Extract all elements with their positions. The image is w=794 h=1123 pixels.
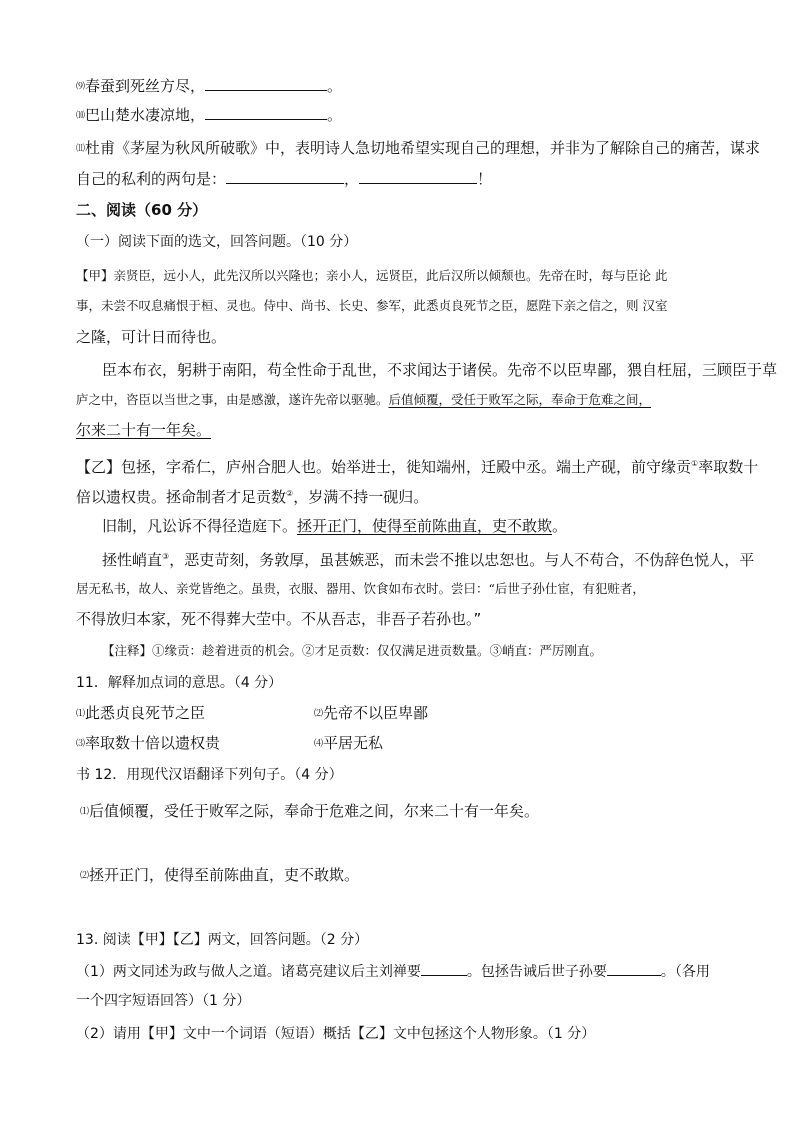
item-number: ⑵ xyxy=(314,709,324,719)
sentence: 拯性峭直 xyxy=(102,551,163,569)
yi-paragraph3-line2: 居无私书，故人、亲党皆绝之。虽贵，衣服、器用、饮食如布衣时。尝曰：“后世子孙仕宦，有犯赃者， xyxy=(76,581,645,596)
underlined-sentence: 拯开正门，使得至前陈曲直，吏不敢欺 xyxy=(297,517,553,535)
sentence: ，岁满不持一砚归。 xyxy=(293,488,429,506)
sentence: 庐之中，咨臣以当世之事，由是感激，遂许先帝以驱驰。 xyxy=(76,392,389,407)
answer-blank[interactable] xyxy=(421,961,467,976)
sentence: 倍以遗权贵。拯命制者才足贡数 xyxy=(76,488,287,506)
answer-blank[interactable] xyxy=(607,961,661,976)
q12-title: 书 12．用现代汉语翻译下列句子。（4 分） xyxy=(76,767,343,783)
jia-paragraph2-line1: 臣本布衣，躬耕于南阳，苟全性命于乱世，不求闻达于诸侯。先帝不以臣卑鄙，猥自枉屈，三顾臣于草 xyxy=(102,361,778,379)
question-number: ⑼ xyxy=(76,82,86,92)
q12-sentence-2 xyxy=(80,865,359,886)
footnote-marker: ② xyxy=(286,489,294,498)
item-text: 平居无私 xyxy=(323,734,384,752)
jia-paragraph1-line2: 事，未尝不叹息痛恨于桓、灵也。侍中、尚书、长史、参军，此悉贞良死节之臣，愿陛下亲之信之，则 汉室 xyxy=(76,298,668,313)
item-text: 拯开正门，使得至前陈曲直，吏不敢欺。 xyxy=(89,866,360,884)
item-text: 先帝不以臣卑鄙 xyxy=(323,704,429,722)
jia-paragraph2-line3: 尔来二十有一年矣。 xyxy=(76,421,212,439)
punctuation: 。 xyxy=(327,106,343,124)
answer-blank[interactable] xyxy=(205,105,327,120)
jia-paragraph1-line1: 【甲】亲贤臣，远小人，此先汉所以兴隆也；亲小人，远贤臣，此后汉所以倾颓也。先帝在时，每与臣论 此 xyxy=(76,268,668,283)
yi-paragraph3-line3: 不得放归本家，死不得葬大茔中。不从吾志，非吾子若孙也。” xyxy=(76,610,482,628)
item-number: ⑴ xyxy=(76,709,86,719)
yi-paragraph1-line2 xyxy=(76,484,428,507)
yi-paragraph3-line1 xyxy=(102,547,754,570)
yi-paragraph2 xyxy=(102,516,567,536)
q11-item-3 xyxy=(76,733,220,754)
item-text: 后值倾覆，受任于败军之际，奉命于危难之间，尔来二十有一年矣。 xyxy=(89,802,540,820)
q11-item-4 xyxy=(314,733,383,754)
item-number: ⑷ xyxy=(314,739,324,749)
question-text: 。包拯告诫后世子孙要 xyxy=(466,964,607,980)
question-text: 春蚕到死丝方尽， xyxy=(85,77,206,95)
item-number: ⑶ xyxy=(76,739,86,749)
question-number: ⑾ xyxy=(76,144,86,154)
punctuation: 。 xyxy=(552,517,568,535)
footnote-marker: ① xyxy=(691,459,699,468)
q11-item-2 xyxy=(314,703,428,724)
answer-blank[interactable] xyxy=(359,169,477,184)
section-title: 二、阅读（60 分） xyxy=(76,201,208,219)
item-text: 率取数十倍以遗权贵 xyxy=(85,734,221,752)
yi-paragraph1-line1 xyxy=(76,454,758,477)
question-11-poem-line1 xyxy=(76,138,760,159)
item-text: 此悉贞良死节之臣 xyxy=(85,704,206,722)
sentence: ，恶吏苛刻，务敦厚，虽甚嫉恶，而未尝不推以忠恕也。与人不苟合，不伪辞色悦人，平 xyxy=(169,551,755,569)
sentence: 旧制，凡讼诉不得径造庭下。 xyxy=(102,517,298,535)
jia-paragraph2-line2 xyxy=(76,390,651,410)
part1-heading: （一）阅读下面的选文，回答问题。（10 分） xyxy=(76,234,358,250)
item-number: ⑴ xyxy=(80,807,90,817)
punctuation: ， xyxy=(344,170,360,188)
question-9 xyxy=(76,76,342,97)
q12-sentence-1 xyxy=(80,801,539,822)
footnote-marker: ③ xyxy=(162,552,170,561)
punctuation: 。 xyxy=(327,77,343,95)
question-text: 自己的私利的两句是： xyxy=(76,170,227,188)
q13-part2: （2）请用【甲】文中一个词语（短语）概括【乙】文中包拯这个人物形象。（1 分） xyxy=(76,1026,596,1042)
question-text: （1）两文同述为政与做人之道。诸葛亮建议后主刘禅要 xyxy=(76,964,421,980)
item-number: ⑵ xyxy=(80,871,90,881)
punctuation: ！ xyxy=(477,170,493,188)
question-text: 。（各用 xyxy=(660,964,710,980)
q13-part1-line2: 一个四字短语回答）（1 分） xyxy=(76,993,251,1009)
sentence: 率取数十 xyxy=(698,458,759,476)
sentence: 【乙】包拯，字希仁，庐州合肥人也。始举进士，徙知端州，迁殿中丞。端土产砚，前守缘贡 xyxy=(76,458,692,476)
question-10 xyxy=(76,105,342,126)
annotation-note: 【注释】①缘贡：趁着进贡的机会。②才足贡数：仅仅满足进贡数量。③峭直：严厉刚直。 xyxy=(102,643,603,658)
q11-item-1 xyxy=(76,703,205,724)
jia-paragraph1-line3: 之隆，可计日而待也。 xyxy=(76,328,227,346)
answer-blank[interactable] xyxy=(226,169,344,184)
question-11-poem-line2 xyxy=(76,169,492,189)
question-text: 巴山楚水凄凉地， xyxy=(85,106,206,124)
q11-title: 11．解释加点词的意思。（4 分） xyxy=(76,675,283,691)
q13-title: 13. 阅读【甲】【乙】两文，回答问题。（2 分） xyxy=(76,932,369,948)
q13-part1-line1 xyxy=(76,961,710,982)
question-number: ⑽ xyxy=(76,111,86,121)
underlined-sentence: 后值倾覆，受任于败军之际，奉命于危难之间， xyxy=(388,392,652,407)
answer-blank[interactable] xyxy=(205,76,327,91)
question-text: 杜甫《茅屋为秋风所破歌》中，表明诗人急切地希望实现自己的理想，并非为了解除自己的痛苦，谋求 xyxy=(85,139,761,157)
